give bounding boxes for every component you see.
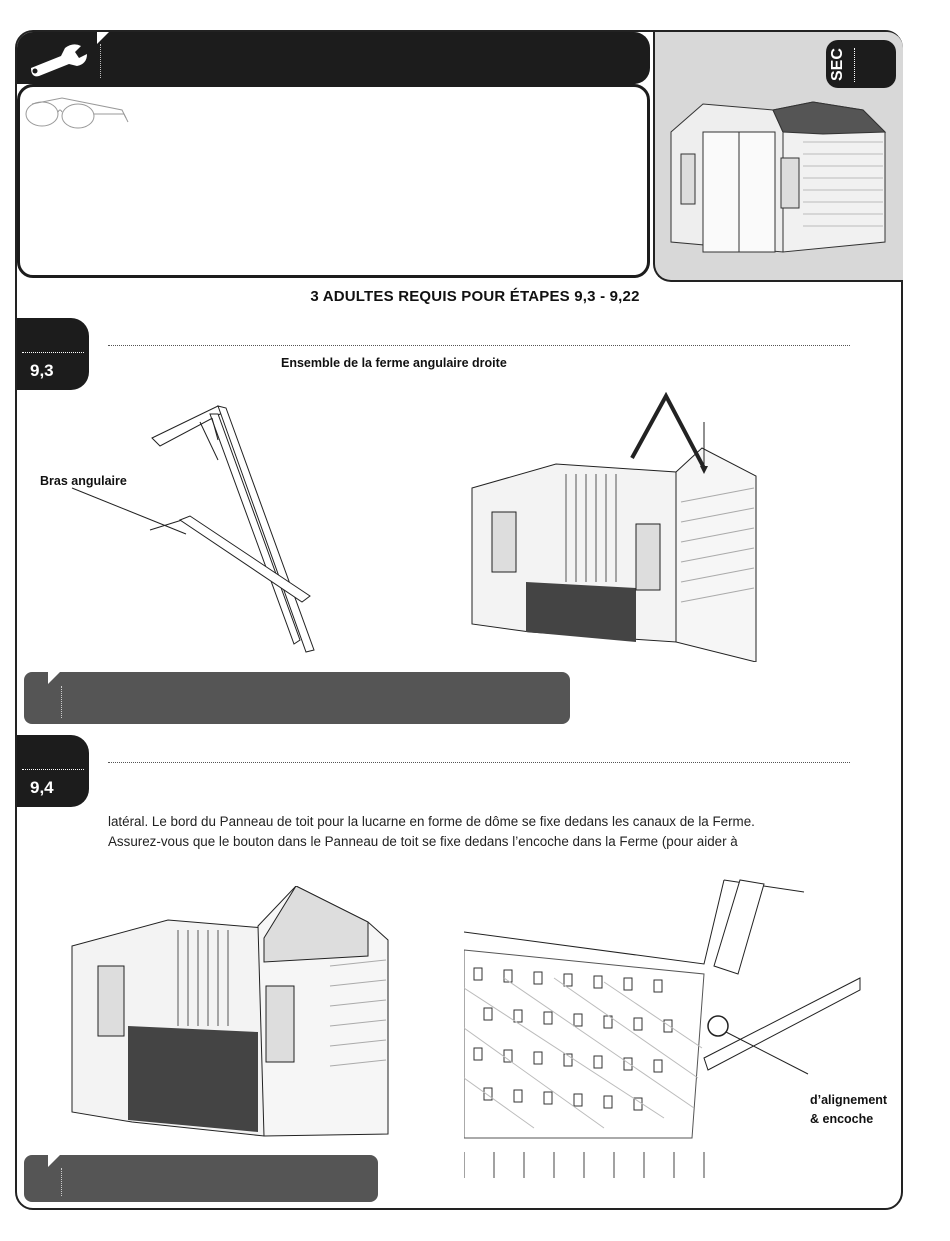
requirement-banner: 3 ADULTES REQUIS POUR ÉTAPES 9,3 - 9,22 (310, 288, 640, 305)
step-number: 9,4 (30, 778, 54, 797)
note-notch (48, 1155, 60, 1167)
section-tab-label: SEC (829, 48, 846, 82)
header-bar (17, 32, 650, 84)
step-rule (108, 345, 850, 346)
step-caption: Ensemble de la ferme angulaire droite (281, 356, 507, 370)
step-text-line: Assurez-vous que le bouton dans le Panneau de toit se fixe dedans l’encoche dans la Ferme (pour aider à (108, 834, 738, 849)
note-divider (61, 1168, 62, 1196)
callout-leader-line (70, 486, 190, 546)
step-tab-dots (22, 769, 84, 770)
header-notch (97, 32, 109, 44)
step-number: 9,3 (30, 361, 54, 380)
callout-label: Bras angulaire (40, 474, 127, 488)
shed-truss-install-illustration (466, 392, 766, 662)
section-tab-divider (854, 48, 855, 82)
wrench-icon (17, 32, 97, 84)
note-notch (48, 672, 60, 684)
callout-label: & encoche (810, 1112, 874, 1126)
callout-label: d’alignement (810, 1093, 888, 1107)
shed-overview-illustration (663, 92, 893, 272)
header-divider (100, 44, 101, 78)
note-bar (24, 672, 570, 724)
note-divider (61, 686, 62, 718)
step-tab-dots (22, 352, 84, 353)
safety-glasses-icon (22, 92, 132, 132)
roof-panel-detail-illustration (464, 878, 864, 1178)
step-rule (108, 762, 850, 763)
note-bar (24, 1155, 378, 1202)
shed-roof-panel-illustration (68, 886, 398, 1146)
step-text-line: latéral. Le bord du Panneau de toit pour la lucarne en forme de dôme se fixe dedans les canaux de la Ferme. (108, 814, 755, 829)
